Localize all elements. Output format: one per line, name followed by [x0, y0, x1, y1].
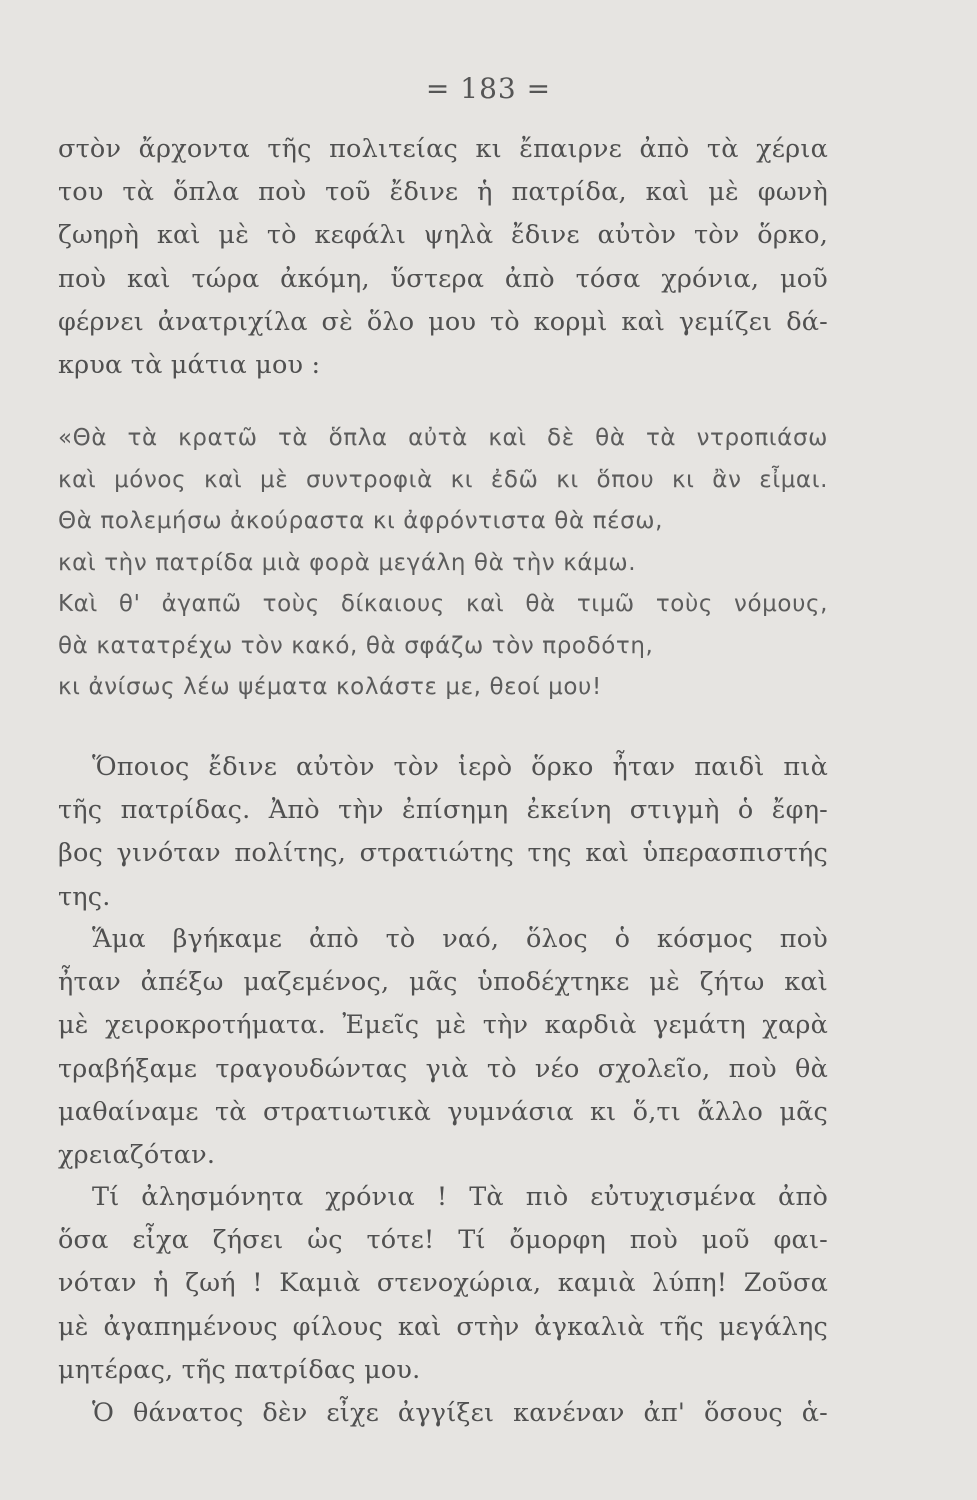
- page-number: = 183 =: [425, 72, 552, 105]
- verse-line: Θὰ πολεμήσω ἀκούραστα κι ἀφρόντιστα θὰ πέσω,: [58, 508, 664, 534]
- text-line: ἦταν ἀπέξω μαζεμένος, μᾶς ὑποδέχτηκε μὲ ζήτω καὶ: [58, 967, 828, 998]
- text-line: τῆς πατρίδας. Ἀπὸ τὴν ἐπίσημη ἐκείνη στιγμὴ ὁ ἔφη-: [58, 795, 828, 826]
- text-line: φέρνει ἀνατριχίλα σὲ ὅλο μου τὸ κορμὶ καὶ γεμίζει δά-: [58, 306, 828, 337]
- verse-line: «Θὰ τὰ κρατῶ τὰ ὅπλα αὐτὰ καὶ δὲ θὰ τὰ ντροπιάσω: [58, 425, 828, 451]
- text-line: βος γινόταν πολίτης, στρατιώτης της καὶ ὑπερασπιστής: [58, 838, 828, 869]
- text-line: τραβήξαμε τραγουδώντας γιὰ τὸ νέο σχολεῖο, ποὺ θὰ: [58, 1053, 828, 1084]
- paragraph-5: [58, 1392, 828, 1435]
- text-line: του τὰ ὅπλα ποὺ τοῦ ἔδινε ἡ πατρίδα, καὶ μὲ φωνὴ: [58, 177, 828, 208]
- text-line: μὲ χειροκροτήματα. Ἐμεῖς μὲ τὴν καρδιὰ γεμάτη χαρὰ: [58, 1010, 828, 1041]
- verse-line: Καὶ θ' ἀγαπῶ τοὺς δίκαιους καὶ θὰ τιμῶ τοὺς νόμους,: [58, 591, 828, 617]
- text-line: Τί ἀλησμόνητα χρόνια ! Τὰ πιὸ εὐτυχισμένα ἀπὸ: [92, 1182, 828, 1212]
- text-line: νόταν ἡ ζωή ! Καμιὰ στενοχώρια, καμιὰ λύπη! Ζοῦσα: [58, 1268, 828, 1299]
- text-line: χρειαζόταν.: [58, 1140, 216, 1171]
- text-line: ὅσα εἶχα ζήσει ὡς τότε! Τί ὄμορφη ποὺ μοῦ φαι-: [58, 1225, 828, 1256]
- text-line: Ὅποιος ἔδινε αὐτὸν τὸν ἱερὸ ὅρκο ἦταν παιδὶ πιὰ: [92, 752, 828, 782]
- text-line: στὸν ἄρχοντα τῆς πολιτείας κι ἔπαιρνε ἀπὸ τὰ χέρια: [58, 134, 828, 164]
- verse-line: κι ἀνίσως λέω ψέματα κολάστε με, θεοί μου!: [58, 674, 602, 700]
- text-line: μὲ ἀγαπημένους φίλους καὶ στὴν ἀγκαλιὰ τῆς μεγάλης: [58, 1311, 828, 1342]
- text-line: Ἅμα βγήκαμε ἀπὸ τὸ ναό, ὅλος ὁ κόσμος ποὺ: [92, 924, 828, 954]
- text-line: μαθαίναμε τὰ στρατιωτικὰ γυμνάσια κι ὅ,τι ἄλλο μᾶς: [58, 1096, 828, 1127]
- text-line: μητέρας, τῆς πατρίδας μου.: [58, 1354, 421, 1385]
- paragraph-3: [58, 918, 828, 1177]
- text-line: ζωηρὴ καὶ μὲ τὸ κεφάλι ψηλὰ ἔδινε αὐτὸν τὸν ὅρκο,: [58, 220, 828, 251]
- paragraph-4: [58, 1176, 828, 1392]
- verse-line: καὶ τὴν πατρίδα μιὰ φορὰ μεγάλη θὰ τὴν κάμω.: [58, 549, 637, 576]
- text-line: ποὺ καὶ τώρα ἀκόμη, ὕστερα ἀπὸ τόσα χρόνια, μοῦ: [58, 263, 828, 294]
- verse-line: καὶ μόνος καὶ μὲ συντροφιὰ κι ἐδῶ κι ὅπου κι ἂν εἶμαι.: [58, 466, 828, 493]
- paragraph-2: [58, 746, 828, 919]
- text-line: κρυα τὰ μάτια μου :: [58, 350, 321, 381]
- text-line: Ὁ θάνατος δὲν εἶχε ἀγγίξει κανέναν ἀπ' ὅσους ἁ-: [92, 1398, 828, 1428]
- oath-verse: [58, 418, 828, 709]
- paragraph-1: [58, 128, 828, 387]
- verse-line: θὰ κατατρέχω τὸν κακό, θὰ σφάζω τὸν προδότη,: [58, 632, 654, 659]
- text-line: της.: [58, 881, 111, 912]
